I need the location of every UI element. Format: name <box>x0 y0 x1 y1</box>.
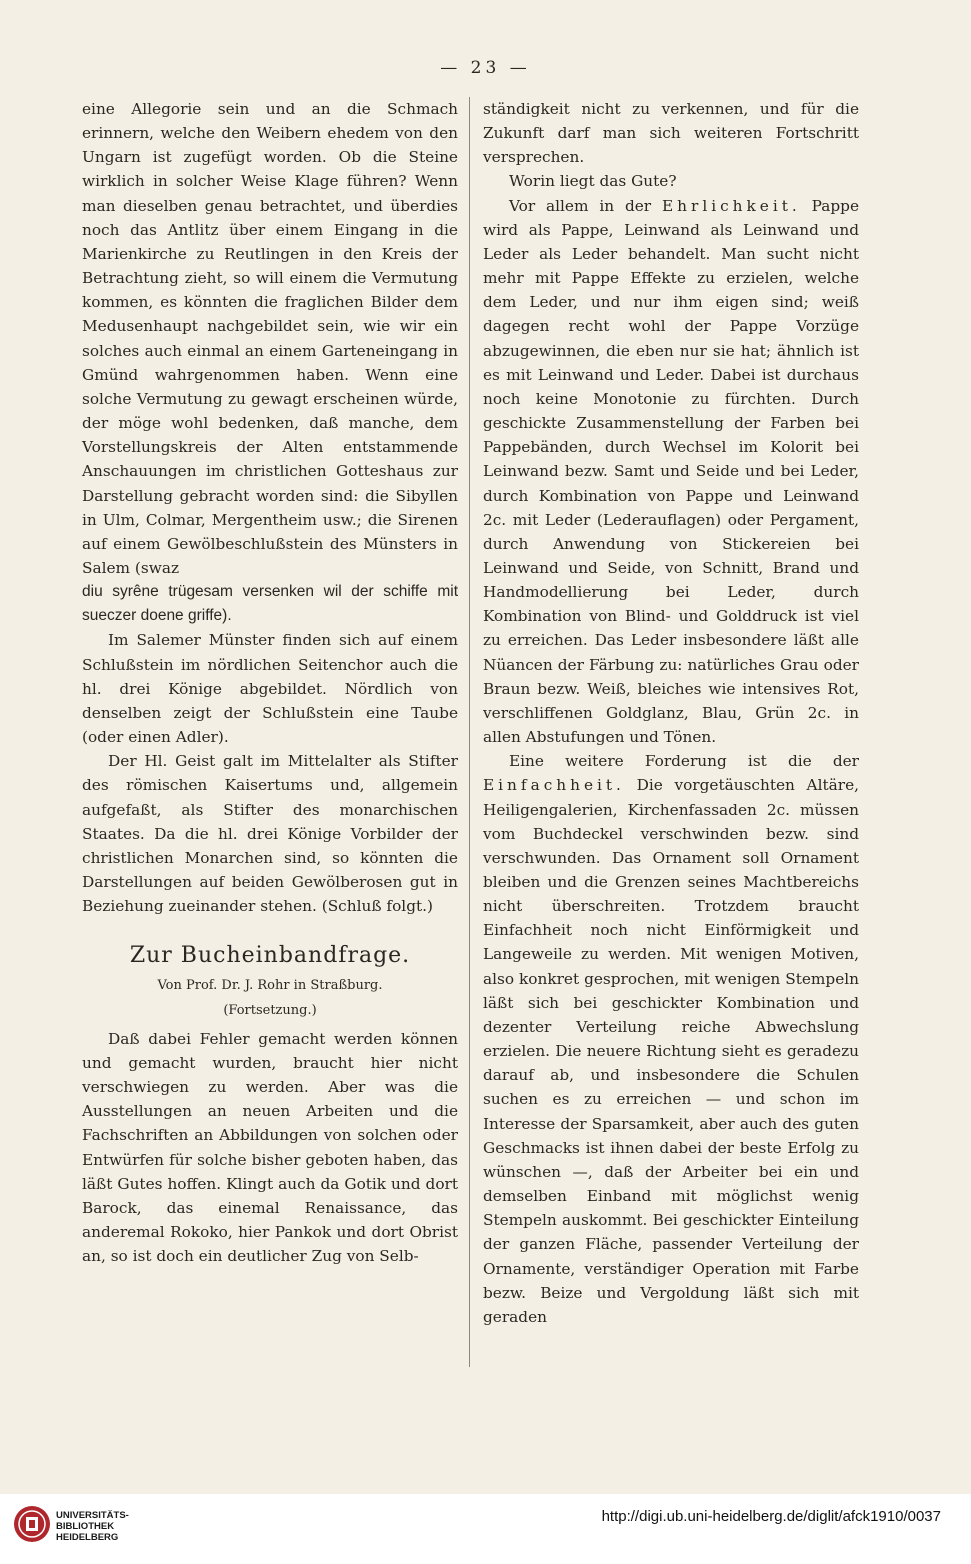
paragraph: Daß dabei Fehler gemacht werden können und gemacht wurden, braucht hier nicht verschwiegen zu werden. Aber was die Ausstellungen an neuen Arbeiten und die Fachschriften an Abbildungen von solchen oder Entwürfen für solche bisher geboten haben, das läßt Gutes hoffen. Klingt auch da Gotik und dort Barock, das einemal Renaissance, das anderemal Rokoko, hier Pankok und dort Obrist an, so ist doch ein deutlicher Zug von Selb- <box>82 1029 458 1266</box>
article-byline: Von Prof. Dr. J. Rohr in Straßburg. <box>157 978 383 994</box>
left-column <box>82 97 458 1268</box>
paragraph <box>483 194 859 750</box>
emphasis-spaced: Ehrlichkeit. <box>662 196 801 215</box>
text-run: Die vorgetäuschten Altäre, Heiligengalerien, Kirchenfassaden 2c. müssen vom Buchdeckel verschwinden bezw. sind verschwunden. Das Ornament soll Ornament bleiben und die Grenzen seines Machtbereichs nicht überschreiten. Trotzdem braucht Einfachheit noch nicht Einförmigkeit und Langeweile zu werden. Mit wenigen Motiven, also konkret gesprochen, mit wenigen Stempeln läßt sich bei geschickter Kombination und dezenter Verteilung reiche Abwechslung erzielen. Die neuere Richtung sieht es geradezu darauf ab, und insbesondere die Schulen suchen es zu erreichen — und schon im Interesse der Sparsamkeit, aber auch des guten Geschmacks ist ihnen dabei der beste Erfolg zu wünschen —, daß der Arbeiter bei ein und demselben Einband mit möglichst wenig Stempeln auskommt. Bei geschickter Einteilung der ganzen Fläche, passender Verteilung der Ornamente, verständiger Operation mit Farbe bezw. Beize und Vergoldung läßt sich mit geraden <box>483 776 859 1326</box>
paragraph: Im Salemer Münster finden sich auf einem Schlußstein im nördlichen Seitenchor auch die hl. drei Könige abgebildet. Nördlich von denselben zeigt der Schlußstein eine Taube (oder einen Adler). <box>82 631 458 747</box>
emphasis-spaced: Einfachheit. <box>483 776 625 795</box>
paragraph: eine Allegorie sein und an die Schmach erinnern, welche den Weibern ehedem von den Ungarn ist zugefügt worden. Ob die Steine wirklich in solcher Weise Klage führen? Wenn man dieselben genau betrachtet, und überdies noch das Antlitz über einem Eingang in die Marienkirche zu Reutlingen in den Kreis der Betrachtung zieht, so will einem die Vermutung kommen, es könnten die fraglichen Bilder dem Medusenhaupt nachgebildet sein, wie wir ein solches auch einmal an einem Garteneingang in Gmünd wahrgenommen haben. Wenn eine solche Vermutung zu gewagt erscheinen würde, der möge wohl bedenken, daß manche, dem Vorstellungskreis der Alten entstammende Anschauungen im christlichen Gotteshaus zur Darstellung gebracht worden sind: die Sibyllen in Ulm, Colmar, Mergentheim usw.; die Sirenen auf einem Gewölbeschlußstein des Münsters in Salem (swaz <box>82 100 458 577</box>
article-continuation: (Fortsetzung.) <box>223 1002 317 1018</box>
page-number: — 23 — <box>440 58 531 78</box>
university-seal-icon <box>12 1504 52 1544</box>
paragraph: Der Hl. Geist galt im Mittelalter als Stifter des römischen Kaisertums und, allgemein aufgefaßt, als Stifter des monarchischen Staates. Da die hl. drei Könige Vorbilder der christlichen Monarchen sind, so könnten die Darstellungen auf beiden Gewölberosen gut in Beziehung zueinander stehen. (Schluß folgt.) <box>82 752 458 916</box>
paragraph <box>483 749 859 1329</box>
paragraph: ständigkeit nicht zu verkennen, und für die Zukunft darf man sich weiteren Fortschritt versprechen. <box>483 100 859 167</box>
right-column <box>483 97 859 1329</box>
footer-bar <box>0 1494 971 1564</box>
paragraph: Worin liegt das Gute? <box>509 172 677 191</box>
text-run: Vor allem in der <box>509 196 662 215</box>
text-run: Eine weitere Forderung ist die der <box>509 752 859 771</box>
source-url-link[interactable]: http://digi.ub.uni-heidelberg.de/diglit/afck1910/0037 <box>601 1508 941 1525</box>
quote-antiqua: diu syrêne trügesam versenken wil der schiffe mit sueczer doene griffe). <box>82 583 458 625</box>
library-logo-text: UNIVERSITÄTS- BIBLIOTHEK HEIDELBERG <box>56 1510 129 1543</box>
text-run: Pappe wird als Pappe, Leinwand als Leinwand und Leder als Leder behandelt. Man sucht nicht mehr mit Pappe Effekte zu erzielen, welche dem Leder, und nur ihm eigen sind; weiß dagegen recht wohl der Pappe Vorzüge abzugewinnen, die eben nur sie hat; ähnlich ist es mit Leinwand und Leder. Dabei ist durchaus noch keine Monotonie zu fürchten. Durch geschickte Zusammenstellung der Farben bei Pappebänden, durch Wechsel im Kolorit bei Leinwand bezw. Samt und Seide und bei Leder, durch Kombination von Pappe und Leinwand 2c. mit Leder (Lederauflagen) oder Pergament, durch Anwendung von Stickereien bei Leinwand und Seide, von Schnitt, Brand und Handmodellierung bei Leder, durch Kombination von Blind- und Golddruck ist viel zu erreichen. Das Leder insbesondere läßt alle Nüancen der Färbung zu: natürliches Grau oder Braun bezw. Weiß, bleiches wie intensives Rot, verschliffenen Goldglanz, Blau, Grün 2c. in allen Abstufungen und Tönen. <box>483 196 859 747</box>
article-title: Zur Bucheinbandfrage. <box>129 943 411 969</box>
column-divider <box>469 97 470 1367</box>
